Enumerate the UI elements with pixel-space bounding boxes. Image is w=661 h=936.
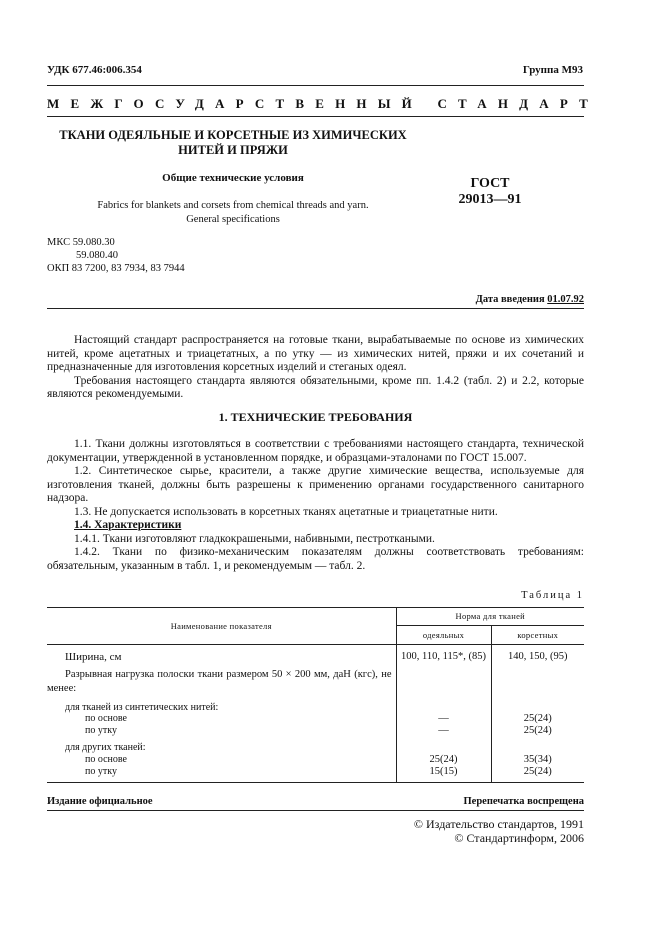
clause-1-4-2: 1.4.2. Ткани по физико-механическим показателям должны соответствовать требованиям: обязательным, указанным в табл. 1, и рекомендуемым — табл. 2. bbox=[47, 546, 584, 572]
row-synthetic-warp-blanket: — bbox=[396, 713, 491, 725]
english-title-line-1: Fabrics for blankets and corsets from chemical threads and yarn. bbox=[97, 200, 369, 211]
gost-number: 29013—91 bbox=[458, 192, 522, 207]
interstate-standard-heading: МЕЖГОСУДАРСТВЕННЫЙ СТАНДАРТ bbox=[47, 96, 600, 111]
col-header-blanket: одеяльных bbox=[396, 626, 491, 645]
document-subtitle: Общие технические условия bbox=[162, 172, 304, 184]
okp-codes: ОКП 83 7200, 83 7934, 83 7944 bbox=[47, 263, 185, 274]
row-width-blanket: 100, 110, 115*, (85) bbox=[396, 645, 491, 664]
section-1-title: 1. ТЕХНИЧЕСКИЕ ТРЕБОВАНИЯ bbox=[218, 410, 413, 424]
table-row bbox=[47, 663, 584, 696]
table-row bbox=[47, 713, 584, 725]
col-header-norm: Норма для тканей bbox=[396, 608, 584, 626]
intro-paragraph-2: Требования настоящего стандарта являются обязательными, кроме пп. 1.4.2 (табл. 2) и 2.2, которые являются рекомендуемыми. bbox=[47, 374, 584, 400]
table-row bbox=[47, 645, 584, 664]
table-1 bbox=[47, 607, 584, 783]
row-load-label: Разрывная нагрузка полоски ткани размером 50 × 200 мм, даН (кгс), не менее: bbox=[47, 663, 396, 696]
reprint-prohibited-label: Перепечатка воспрещена bbox=[463, 796, 584, 807]
row-other-weft-blanket: 15(15) bbox=[396, 766, 491, 783]
english-title bbox=[47, 199, 419, 227]
row-synthetic-weft-blanket: — bbox=[396, 725, 491, 737]
section-1-text bbox=[47, 438, 584, 573]
col-header-indicator: Наименование показателя bbox=[47, 608, 396, 645]
table-row bbox=[47, 766, 584, 783]
table-row bbox=[47, 737, 584, 754]
intro-paragraph-1: Настоящий стандарт распространяется на готовые ткани, вырабатываемые по основе из химических нитей, кроме ацетатных и триацетатных, а по утку — из химических нитей, пряжи и их сочетаний и предназначенные для изготовления корсетных изделий и стеганых одеял. bbox=[47, 334, 584, 373]
table-row bbox=[47, 696, 584, 713]
title-line-1: ТКАНИ ОДЕЯЛЬНЫЕ И КОРСЕТНЫЕ ИЗ ХИМИЧЕСКИХ bbox=[59, 128, 407, 142]
header-rule-bottom bbox=[47, 116, 584, 117]
intro-text bbox=[47, 334, 584, 402]
col-header-corset: корсетных bbox=[491, 626, 584, 645]
gost-designation bbox=[440, 176, 540, 208]
row-other-weft-label: по утку bbox=[47, 766, 396, 783]
footer-rule bbox=[47, 810, 584, 811]
document-title bbox=[47, 128, 419, 158]
effective-date-value: 01.07.92 bbox=[547, 294, 584, 305]
effective-date bbox=[476, 294, 584, 305]
table-row bbox=[47, 754, 584, 766]
english-title-line-2: General specifications bbox=[186, 214, 280, 225]
effective-date-label: Дата введения bbox=[475, 294, 545, 305]
title-line-2: НИТЕЙ И ПРЯЖИ bbox=[178, 143, 288, 157]
classification-codes bbox=[47, 236, 185, 275]
row-other-weft-corset: 25(24) bbox=[523, 766, 552, 777]
gost-label: ГОСТ bbox=[470, 176, 510, 191]
clause-1-4-1: 1.4.1. Ткани изготовляют гладкокрашеными, набивными, пестроткаными. bbox=[74, 532, 435, 545]
row-synthetic-weft-label: по утку bbox=[47, 725, 396, 737]
row-other-warp-corset: 35(34) bbox=[523, 754, 552, 765]
row-other-label: для других тканей: bbox=[47, 737, 396, 754]
row-synthetic-label: для тканей из синтетических нитей: bbox=[47, 696, 396, 713]
row-width-label: Ширина, см bbox=[47, 645, 396, 664]
copyright-line-1: © Издательство стандартов, 1991 bbox=[413, 817, 584, 831]
row-width-corset: 140, 150, (95) bbox=[508, 651, 568, 662]
copyright-line-2: © Стандартинформ, 2006 bbox=[454, 831, 584, 845]
row-other-warp-blanket: 25(24) bbox=[396, 754, 491, 766]
mks-code-2: 59.080.40 bbox=[76, 250, 118, 261]
table-1-caption: Таблица 1 bbox=[521, 590, 584, 601]
clause-1-2: 1.2. Синтетическое сырье, красители, а также другие химические вещества, используемые для изготовления тканей, должны быть разрешены к применению органами государственного санитарного надзора. bbox=[47, 465, 584, 504]
row-synthetic-warp-corset: 25(24) bbox=[523, 713, 552, 724]
copyright-block bbox=[414, 817, 584, 845]
mks-code-1: МКС 59.080.30 bbox=[47, 237, 115, 248]
table-row bbox=[47, 725, 584, 737]
clause-1-1: 1.1. Ткани должны изготовляться в соответствии с требованиями настоящего стандарта, технической документации, утвержденной в установленном порядке, и образцами-эталонами по ГОСТ 15.007. bbox=[47, 438, 584, 464]
group-code: Группа М93 bbox=[522, 64, 583, 76]
udk-code: УДК 677.46:006.354 bbox=[47, 64, 142, 76]
clause-1-3: 1.3. Не допускается использовать в корсетных тканях ацетатные и триацетатные нити. bbox=[74, 505, 498, 518]
official-edition-label: Издание официальное bbox=[47, 796, 153, 807]
header-rule-top bbox=[47, 85, 584, 86]
row-other-warp-label: по основе bbox=[47, 754, 396, 766]
date-rule bbox=[47, 308, 584, 309]
row-synthetic-weft-corset: 25(24) bbox=[523, 725, 552, 736]
row-synthetic-warp-label: по основе bbox=[47, 713, 396, 725]
clause-1-4: 1.4. Характеристики bbox=[74, 519, 182, 531]
